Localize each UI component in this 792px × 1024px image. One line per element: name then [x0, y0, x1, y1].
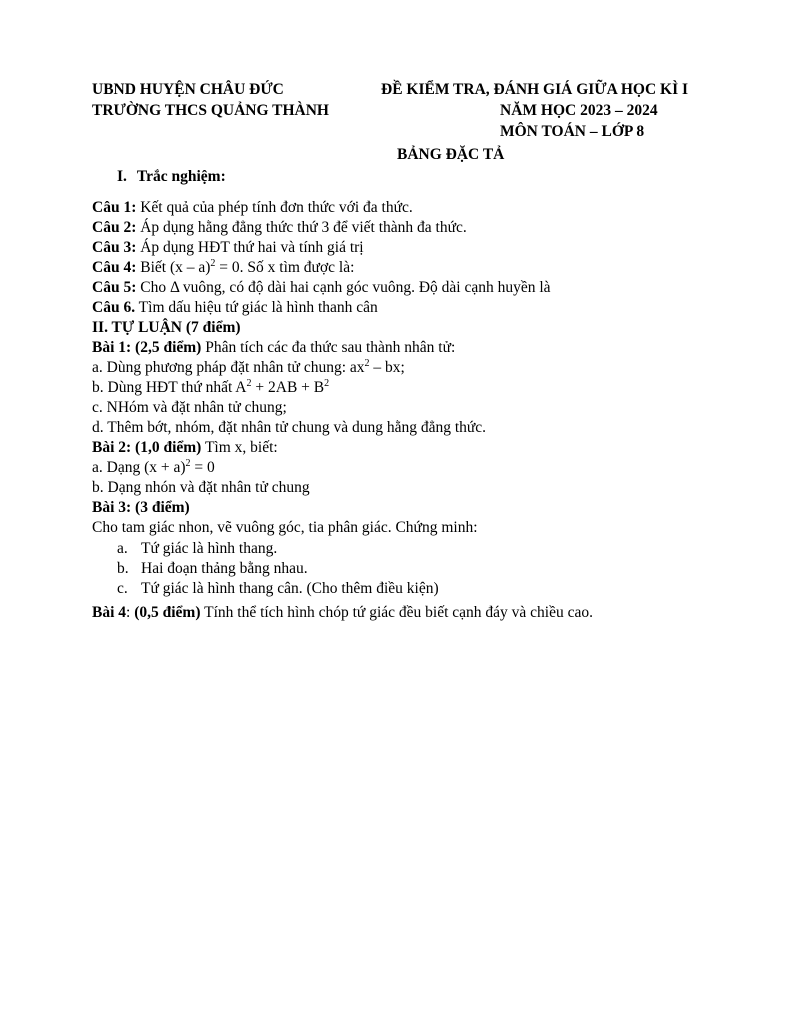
problem-1-part-a [92, 358, 405, 378]
list-marker: c. [117, 580, 128, 597]
problem-2-heading [92, 438, 278, 458]
section-2-heading: II. TỰ LUẬN (7 điểm) [92, 319, 241, 336]
problem-3-item-c [117, 579, 439, 599]
problem-4 [92, 603, 593, 623]
problem-4-colon: : [126, 604, 131, 621]
problem-3-item-a [117, 539, 277, 559]
exponent: 2 [364, 358, 370, 369]
question-6 [92, 298, 378, 318]
question-label: Câu 5: [92, 279, 137, 296]
question-text: Cho Δ vuông, có độ dài hai cạnh góc vuông. Độ dài cạnh huyền là [136, 279, 551, 296]
list-item-text: Tứ giác là hình thang cân. (Cho thêm điều kiện) [141, 580, 439, 597]
problem-2-label: Bài 2: (1,0 điểm) [92, 439, 202, 456]
question-label: Câu 2: [92, 219, 137, 236]
list-marker: a. [117, 540, 128, 557]
subject-grade: MÔN TOÁN – LỚP 8 [500, 123, 645, 140]
exponent: 2 [246, 378, 252, 389]
question-text: Biết (x – a) [136, 259, 211, 276]
problem-1-label: Bài 1: (2,5 điểm) [92, 339, 202, 356]
question-3 [92, 238, 364, 258]
question-label: Câu 3: [92, 239, 137, 256]
problem-2-part-b: b. Dạng nhón và đặt nhân tử chung [92, 479, 310, 496]
question-text: Áp dụng hằng đẳng thức thứ 3 để viết thành đa thức. [136, 219, 467, 236]
question-text: Kết quả của phép tính đơn thức với đa thức. [136, 199, 413, 216]
problem-3-intro: Cho tam giác nhon, vẽ vuông góc, tia phân giác. Chứng minh: [92, 519, 478, 536]
question-1 [92, 198, 413, 218]
problem-2-part-a [92, 458, 215, 478]
section-1-heading [117, 167, 226, 187]
problem-1-part-b [92, 378, 329, 398]
exponent: 2 [185, 458, 191, 469]
school-year: NĂM HỌC 2023 – 2024 [500, 102, 658, 119]
part-text: a. Dạng (x + a) [92, 459, 186, 476]
part-text-continued: + 2AB + B [251, 379, 325, 396]
question-text: Áp dụng HĐT thứ hai và tính giá trị [136, 239, 364, 256]
question-2 [92, 218, 467, 238]
list-marker: b. [117, 560, 129, 577]
part-text-continued: = 0 [190, 459, 215, 476]
question-label: Câu 1: [92, 199, 137, 216]
list-item-text: Hai đoạn thảng bằng nhau. [141, 560, 308, 577]
exam-title: ĐỀ KIỂM TRA, ĐÁNH GIÁ GIỮA HỌC KÌ I [381, 81, 689, 98]
problem-1-heading [92, 338, 455, 358]
problem-4-label: Bài 4 [92, 604, 127, 621]
problem-3-item-b [117, 559, 308, 579]
problem-1-part-d: d. Thêm bớt, nhóm, đặt nhân tử chung và dung hằng đẳng thức. [92, 419, 487, 436]
section-1-number: I. [117, 168, 127, 185]
question-text: Tìm dấu hiệu tứ giác là hình thanh cân [135, 299, 378, 316]
problem-1-part-c: c. NHóm và đặt nhân tử chung; [92, 399, 287, 416]
question-label: Câu 6. [92, 299, 136, 316]
problem-4-points: (0,5 điểm) [130, 604, 201, 621]
problem-4-prompt: Tính thể tích hình chóp tứ giác đều biết cạnh đáy và chiều cao. [200, 604, 593, 621]
question-text-continued: = 0. Số x tìm được là: [215, 259, 355, 276]
question-5 [92, 278, 551, 298]
list-item-text: Tứ giác là hình thang. [141, 540, 278, 557]
part-text: a. Dùng phương pháp đặt nhân tử chung: ax [92, 359, 365, 376]
question-4 [92, 258, 354, 278]
exponent: 2 [324, 378, 330, 389]
document-subtitle: BẢNG ĐẶC TẢ [397, 146, 505, 163]
section-1-title: Trắc nghiệm: [136, 168, 226, 185]
problem-2-prompt: Tìm x, biết: [201, 439, 278, 456]
part-text-continued: – bx; [369, 359, 405, 376]
problem-1-prompt: Phân tích các đa thức sau thành nhân tử: [201, 339, 456, 356]
district-name: UBND HUYỆN CHÂU ĐỨC [92, 81, 284, 98]
exponent: 2 [210, 258, 216, 269]
part-text: b. Dùng HĐT thứ nhất A [92, 379, 247, 396]
problem-3-label: Bài 3: (3 điểm) [92, 499, 190, 516]
question-label: Câu 4: [92, 259, 137, 276]
school-name: TRƯỜNG THCS QUẢNG THÀNH [92, 102, 329, 119]
